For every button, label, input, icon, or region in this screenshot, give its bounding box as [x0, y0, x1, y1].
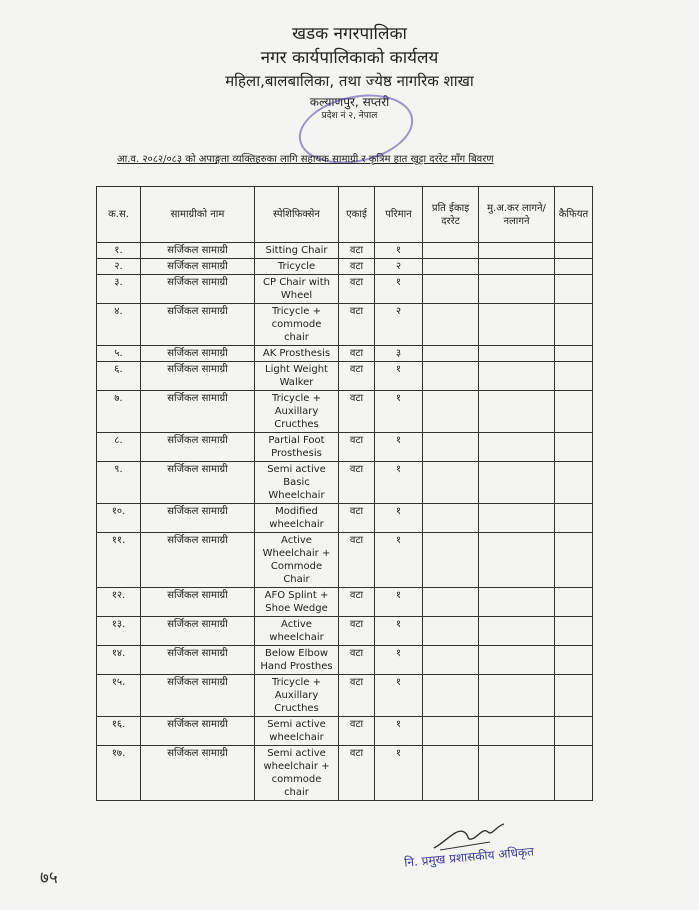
quantity-cell: १	[375, 433, 423, 462]
page-mark: ७५	[40, 868, 58, 888]
municipality-name: खडक नगरपालिका	[292, 24, 407, 44]
serial-number-cell: ९.	[97, 462, 141, 504]
table-row	[97, 675, 593, 717]
serial-number-cell: १.	[97, 243, 141, 259]
table-row	[97, 346, 593, 362]
table-row	[97, 588, 593, 617]
col-header-spec: स्पेशिफिक्सेन	[255, 187, 339, 243]
document-subject: आ.व. २०८२/०८३ को अपाङ्गता व्यक्तिहरुका लागि सहायक सामाग्री र कृत्रिम हात खुट्टा दररेट माँग बिवरण	[117, 154, 494, 165]
unit-cell: वटा	[339, 433, 375, 462]
vat-cell	[479, 746, 555, 801]
vat-cell	[479, 259, 555, 275]
unit-cell: वटा	[339, 304, 375, 346]
specification-cell: Below Elbow Hand Prosthes	[255, 646, 339, 675]
serial-number-cell: १०.	[97, 504, 141, 533]
unit-cell: वटा	[339, 617, 375, 646]
specification-cell: Modified wheelchair	[255, 504, 339, 533]
vat-cell	[479, 362, 555, 391]
rate-cell	[423, 717, 479, 746]
table-row	[97, 646, 593, 675]
remarks-cell	[555, 646, 593, 675]
table-row	[97, 504, 593, 533]
table-row	[97, 433, 593, 462]
remarks-cell	[555, 362, 593, 391]
quantity-cell: १	[375, 717, 423, 746]
table-row	[97, 533, 593, 588]
unit-cell: वटा	[339, 504, 375, 533]
item-name-cell: सर्जिकल सामाग्री	[141, 533, 255, 588]
specification-cell: Semi active wheelchair + commode chair	[255, 746, 339, 801]
remarks-cell	[555, 717, 593, 746]
specification-cell: AFO Splint + Shoe Wedge	[255, 588, 339, 617]
specification-cell: Active wheelchair	[255, 617, 339, 646]
remarks-cell	[555, 304, 593, 346]
quantity-cell: १	[375, 275, 423, 304]
remarks-cell	[555, 462, 593, 504]
remarks-cell	[555, 504, 593, 533]
office-name: नगर कार्यपालिकाको कार्यलय	[260, 48, 439, 68]
unit-cell: वटा	[339, 275, 375, 304]
quantity-cell: १	[375, 391, 423, 433]
remarks-cell	[555, 433, 593, 462]
table-header-row	[97, 187, 593, 243]
table-row	[97, 391, 593, 433]
remarks-cell	[555, 243, 593, 259]
specification-cell: CP Chair with Wheel	[255, 275, 339, 304]
item-name-cell: सर्जिकल सामाग्री	[141, 346, 255, 362]
rate-cell	[423, 275, 479, 304]
unit-cell: वटा	[339, 462, 375, 504]
serial-number-cell: ११.	[97, 533, 141, 588]
item-name-cell: सर्जिकल सामाग्री	[141, 504, 255, 533]
serial-number-cell: ८.	[97, 433, 141, 462]
item-name-cell: सर्जिकल सामाग्री	[141, 304, 255, 346]
item-name-cell: सर्जिकल सामाग्री	[141, 275, 255, 304]
item-name-cell: सर्जिकल सामाग्री	[141, 362, 255, 391]
item-name-cell: सर्जिकल सामाग्री	[141, 646, 255, 675]
vat-cell	[479, 391, 555, 433]
serial-number-cell: १४.	[97, 646, 141, 675]
item-name-cell: सर्जिकल सामाग्री	[141, 259, 255, 275]
col-header-remarks: कैफियत	[555, 187, 593, 243]
item-name-cell: सर्जिकल सामाग्री	[141, 462, 255, 504]
remarks-cell	[555, 391, 593, 433]
vat-cell	[479, 243, 555, 259]
remarks-cell	[555, 588, 593, 617]
quantity-cell: ३	[375, 346, 423, 362]
table-row	[97, 717, 593, 746]
quantity-cell: १	[375, 675, 423, 717]
remarks-cell	[555, 617, 593, 646]
vat-cell	[479, 346, 555, 362]
unit-cell: वटा	[339, 346, 375, 362]
rate-cell	[423, 462, 479, 504]
table-row	[97, 617, 593, 646]
col-header-name: सामाग्रीको नाम	[141, 187, 255, 243]
province-line: प्रदेश नं २, नेपाल	[321, 111, 378, 121]
vat-cell	[479, 717, 555, 746]
table-row	[97, 259, 593, 275]
vat-cell	[479, 433, 555, 462]
rate-cell	[423, 259, 479, 275]
item-name-cell: सर्जिकल सामाग्री	[141, 391, 255, 433]
serial-number-cell: ४.	[97, 304, 141, 346]
unit-cell: वटा	[339, 391, 375, 433]
rate-cell	[423, 243, 479, 259]
unit-cell: वटा	[339, 646, 375, 675]
rate-cell	[423, 617, 479, 646]
vat-cell	[479, 504, 555, 533]
rate-cell	[423, 504, 479, 533]
specification-cell: Tricycle + Auxillary Cructhes	[255, 675, 339, 717]
vat-cell	[479, 675, 555, 717]
vat-cell	[479, 462, 555, 504]
specification-cell: Semi active Basic Wheelchair	[255, 462, 339, 504]
quantity-cell: १	[375, 617, 423, 646]
serial-number-cell: ३.	[97, 275, 141, 304]
item-name-cell: सर्जिकल सामाग्री	[141, 717, 255, 746]
serial-number-cell: ७.	[97, 391, 141, 433]
table-row	[97, 304, 593, 346]
item-name-cell: सर्जिकल सामाग्री	[141, 675, 255, 717]
quantity-cell: १	[375, 243, 423, 259]
specification-cell: Semi active wheelchair	[255, 717, 339, 746]
specification-cell: Partial Foot Prosthesis	[255, 433, 339, 462]
serial-number-cell: १२.	[97, 588, 141, 617]
col-header-qty: परिमान	[375, 187, 423, 243]
table-row	[97, 462, 593, 504]
serial-number-cell: १३.	[97, 617, 141, 646]
quantity-cell: १	[375, 362, 423, 391]
serial-number-cell: १७.	[97, 746, 141, 801]
quantity-cell: १	[375, 462, 423, 504]
rate-cell	[423, 588, 479, 617]
specification-cell: AK Prosthesis	[255, 346, 339, 362]
serial-number-cell: १६.	[97, 717, 141, 746]
unit-cell: वटा	[339, 675, 375, 717]
remarks-cell	[555, 533, 593, 588]
specification-cell: Tricycle + Auxillary Cructhes	[255, 391, 339, 433]
specification-table	[96, 186, 593, 801]
table-row	[97, 243, 593, 259]
specification-cell: Tricycle + commode chair	[255, 304, 339, 346]
rate-cell	[423, 304, 479, 346]
item-name-cell: सर्जिकल सामाग्री	[141, 243, 255, 259]
rate-cell	[423, 362, 479, 391]
unit-cell: वटा	[339, 362, 375, 391]
rate-cell	[423, 746, 479, 801]
serial-number-cell: ६.	[97, 362, 141, 391]
unit-cell: वटा	[339, 746, 375, 801]
unit-cell: वटा	[339, 588, 375, 617]
remarks-cell	[555, 259, 593, 275]
officer-designation: नि. प्रमुख प्रशासकीय अधिकृत	[403, 844, 535, 870]
vat-cell	[479, 646, 555, 675]
serial-number-cell: २.	[97, 259, 141, 275]
specification-cell: Active Wheelchair + Commode Chair	[255, 533, 339, 588]
unit-cell: वटा	[339, 243, 375, 259]
quantity-cell: १	[375, 746, 423, 801]
quantity-cell: १	[375, 533, 423, 588]
serial-number-cell: १५.	[97, 675, 141, 717]
table-row	[97, 746, 593, 801]
col-header-vat: मु.अ.कर लागने/नलागने	[479, 187, 555, 243]
quantity-cell: २	[375, 304, 423, 346]
unit-cell: वटा	[339, 717, 375, 746]
vat-cell	[479, 588, 555, 617]
specification-cell: Sitting Chair	[255, 243, 339, 259]
vat-cell	[479, 617, 555, 646]
col-header-rate: प्रति ईकाइ दररेट	[423, 187, 479, 243]
vat-cell	[479, 533, 555, 588]
table-row	[97, 362, 593, 391]
item-name-cell: सर्जिकल सामाग्री	[141, 588, 255, 617]
rate-cell	[423, 533, 479, 588]
specification-cell: Tricycle	[255, 259, 339, 275]
unit-cell: वटा	[339, 259, 375, 275]
rate-cell	[423, 646, 479, 675]
quantity-cell: १	[375, 646, 423, 675]
item-name-cell: सर्जिकल सामाग्री	[141, 433, 255, 462]
rate-cell	[423, 346, 479, 362]
specification-cell: Light Weight Walker	[255, 362, 339, 391]
remarks-cell	[555, 675, 593, 717]
remarks-cell	[555, 275, 593, 304]
serial-number-cell: ५.	[97, 346, 141, 362]
col-header-sn: क.स.	[97, 187, 141, 243]
quantity-cell: २	[375, 259, 423, 275]
quantity-cell: १	[375, 588, 423, 617]
remarks-cell	[555, 746, 593, 801]
rate-cell	[423, 391, 479, 433]
section-name: महिला,बालबालिका, तथा ज्येष्ठ नागरिक शाखा	[225, 72, 474, 90]
item-name-cell: सर्जिकल सामाग्री	[141, 746, 255, 801]
quantity-cell: १	[375, 504, 423, 533]
vat-cell	[479, 275, 555, 304]
unit-cell: वटा	[339, 533, 375, 588]
item-name-cell: सर्जिकल सामाग्री	[141, 617, 255, 646]
remarks-cell	[555, 346, 593, 362]
office-address: कल्याणपुर, सप्तरी	[309, 95, 390, 109]
vat-cell	[479, 304, 555, 346]
rate-cell	[423, 433, 479, 462]
rate-cell	[423, 675, 479, 717]
col-header-unit: एकाई	[339, 187, 375, 243]
table-row	[97, 275, 593, 304]
